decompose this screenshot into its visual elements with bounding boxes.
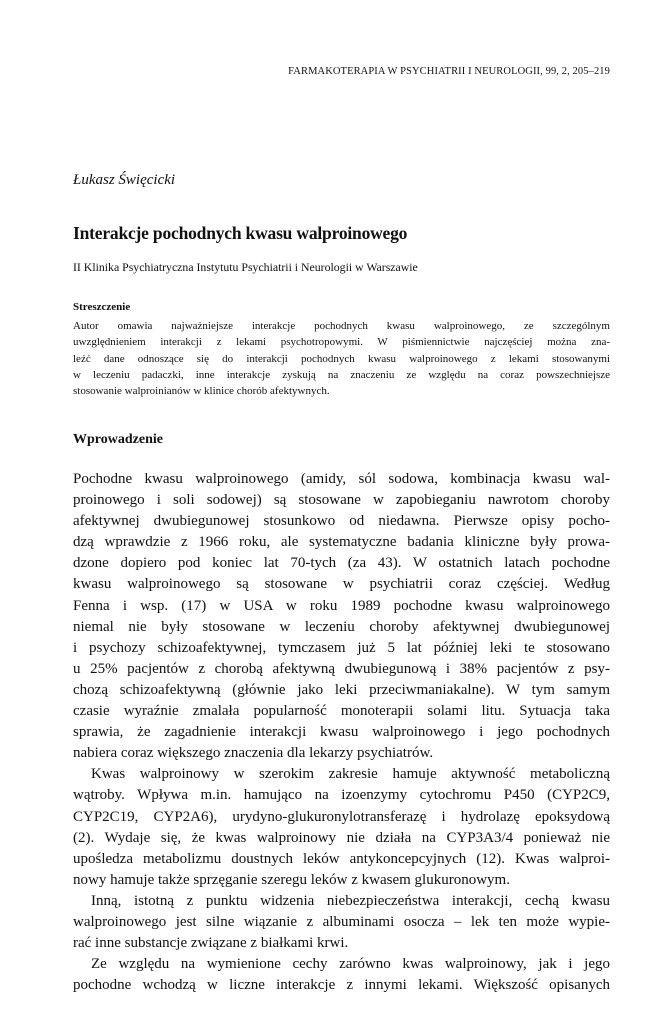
section-heading: Wprowadzenie bbox=[73, 432, 163, 447]
body-line: sprawia, że zagadnienie interakcji kwasu walproinowego i jego pochodnych bbox=[73, 724, 610, 741]
body-line: (2). Wydaje się, że kwas walproinowy nie działa na CYP3A3/4 ponieważ nie bbox=[73, 829, 610, 846]
body-line: proinowego i soli sodowej) są stosowane w zapobieganiu nawrotom choroby bbox=[73, 492, 610, 509]
abstract-heading: Streszczenie bbox=[73, 301, 131, 313]
article-title: Interakcje pochodnych kwasu walproinowego bbox=[73, 223, 408, 243]
body-line: walproinowego jest silne wiązanie z albuminami osocza – lek ten może wypie- bbox=[73, 913, 610, 930]
body-line: czasie wyraźnie zmalała popularność monoterapii solami litu. Sytuacja taka bbox=[73, 703, 610, 720]
body-line: Pochodne kwasu walproinowego (amidy, sól sodowa, kombinacja kwasu wal- bbox=[73, 471, 610, 487]
body-line: wątroby. Wpływa m.in. hamująco na izoenzymy cytochromu P450 (CYP2C9, bbox=[73, 787, 610, 804]
abstract-line: Autor omawia najważniejsze interakcje pochodnych kwasu walproinowego, ze szczególnym bbox=[73, 320, 610, 332]
body-line: Ze względu na wymienione cechy zarówno kwas walproinowy, jak i jego bbox=[91, 956, 610, 973]
author-name: Łukasz Święcicki bbox=[73, 172, 176, 188]
body-line: Kwas walproinowy w szerokim zakresie hamuje aktywność metaboliczną bbox=[91, 766, 610, 783]
abstract-line: leźć dane odnoszące się do interakcji pochodnych kwasu walproinowego z lekami stosowanymi bbox=[73, 352, 610, 365]
body-line: Inną, istotną z punktu widzenia niebezpieczeństwa interakcji, cechą kwasu bbox=[91, 892, 610, 909]
body-line: dzone dopiero pod koniec lat 70-tych (za 43). W ostatnich latach pochodne bbox=[73, 555, 610, 572]
abstract-line: uwzględnieniem interakcji z lekami psychotropowymi. W piśmiennictwie najczęściej można zna- bbox=[73, 336, 610, 349]
body-line: pochodne wchodzą w liczne interakcje z innymi lekami. Większość opisanych bbox=[73, 977, 610, 994]
body-line: niemal nie były stosowane w leczeniu choroby afektywnej dwubiegunowej bbox=[73, 618, 610, 635]
abstract-line: w leczeniu padaczki, inne interakcje zyskują na znaczeniu ze względu na coraz powszechniejsze bbox=[73, 368, 610, 381]
body-line: dzą wprawdzie z 1966 roku, ale systematyczne badania kliniczne były prowa- bbox=[73, 534, 610, 551]
author-affiliation: II Klinika Psychiatryczna Instytutu Psychiatrii i Neurologii w Warszawie bbox=[73, 260, 418, 274]
body-line: Fenna i wsp. (17) w USA w roku 1989 pochodne kwasu walproinowego bbox=[73, 597, 610, 614]
body-line: CYP2C19, CYP2A6), urydyno-glukuronylotransferazę i hydrolazę epoksydową bbox=[73, 808, 610, 825]
body-line: nowy hamuje także sprzęganie szeregu leków z kwasem glukuronowym. bbox=[73, 871, 510, 888]
body-line: rać inne substancje związane z białkami krwi. bbox=[73, 935, 349, 952]
journal-header: FARMAKOTERAPIA W PSYCHIATRII I NEUROLOGII, 99, 2, 205–219 bbox=[288, 66, 610, 77]
section-body bbox=[73, 469, 610, 996]
body-line: upośledza metabolizmu doustnych leków antykoncepcyjnych (12). Kwas walproi- bbox=[73, 850, 610, 867]
body-line: kwasu walproinowego są stosowane w psychiatrii coraz częściej. Według bbox=[73, 576, 610, 593]
body-line: i psychozy schizoafektywnej, tymczasem już 5 lat później leki te stosowano bbox=[73, 639, 610, 656]
body-line: chozą schizoafektywną (głównie jako leki przeciwmaniakalne). W tym samym bbox=[73, 681, 610, 698]
body-line: u 25% pacjentów z chorobą afektywną dwubiegunową i 38% pacjentów z psy- bbox=[73, 660, 610, 677]
body-line: afektywnej dwubiegunowej stosunkowo od niedawna. Pierwsze opisy pocho- bbox=[73, 513, 610, 530]
abstract-line: stosowanie walproinianów w klinice chorób afektywnych. bbox=[73, 385, 330, 398]
abstract-body bbox=[73, 318, 610, 399]
body-line: nabiera coraz większego znaczenia dla lekarzy psychiatrów. bbox=[73, 745, 434, 762]
